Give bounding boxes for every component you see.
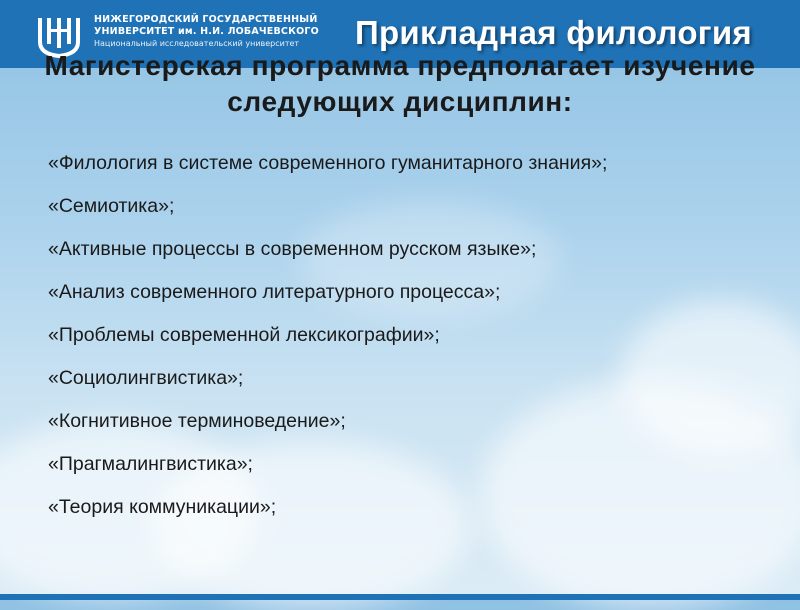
list-item: «Когнитивное терминоведение»;	[48, 410, 346, 432]
list-item: «Прагмалингвистика»;	[48, 453, 253, 475]
slide-header-title: Прикладная филология	[354, 14, 752, 51]
list-item: «Проблемы современной лексикографии»;	[48, 324, 440, 346]
list-item: «Активные процессы в современном русском языке»;	[48, 238, 537, 260]
list-item: «Филология в системе современного гуманитарного знания»;	[48, 152, 608, 174]
list-item: «Теория коммуникации»;	[48, 496, 277, 518]
list-item: «Анализ современного литературного процесса»;	[48, 281, 501, 303]
bottom-bar	[0, 594, 800, 600]
list-item: «Семиотика»;	[48, 195, 175, 217]
discipline-list	[48, 150, 752, 537]
logo-line1: НИЖЕГОРОДСКИЙ ГОСУДАРСТВЕННЫЙ	[94, 14, 318, 25]
university-logo-text	[94, 14, 319, 50]
list-item: «Социолингвистика»;	[48, 367, 244, 389]
logo-line3: Национальный исследовательский университет	[94, 39, 300, 48]
slide-heading: Магистерская программа предполагает изучение следующих дисциплин:	[44, 50, 756, 117]
logo-line2: УНИВЕРСИТЕТ им. Н.И. ЛОБАЧЕВСКОГО	[94, 26, 319, 37]
